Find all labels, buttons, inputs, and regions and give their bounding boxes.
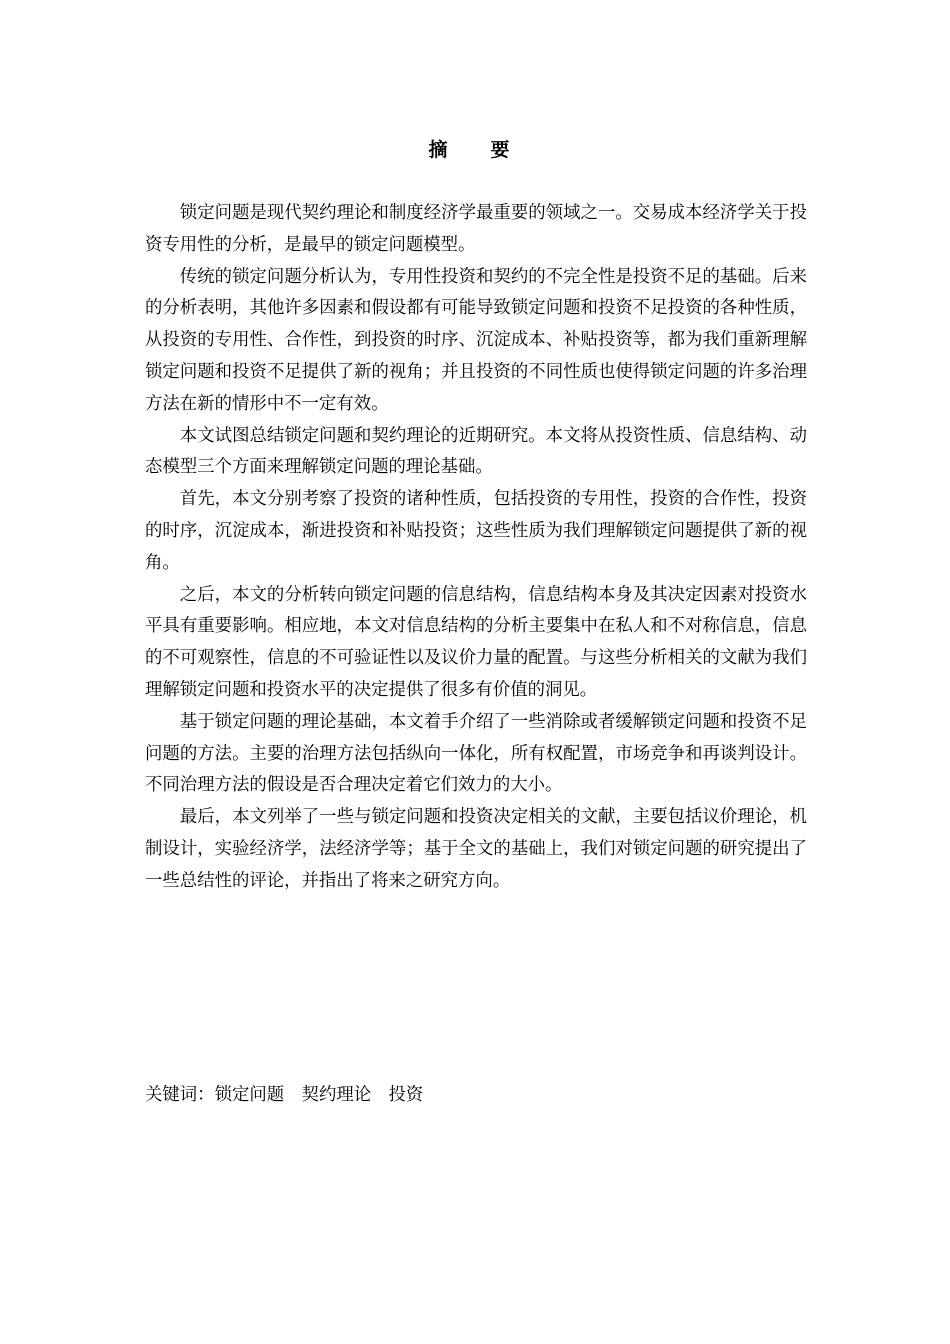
- abstract-paragraph-5: 之后，本文的分析转向锁定问题的信息结构，信息结构本身及其决定因素对投资水平具有重要影响。相应地，本文对信息结构的分析主要集中在私人和不对称信息，信息的不可观察性，信息的不可验证性以及议价力量的配置。与这些分析相关的文献为我们理解锁定问题和投资水平的决定提供了很多有价值的洞见。: [145, 584, 807, 700]
- abstract-paragraph-2: 传统的锁定问题分析认为，专用性投资和契约的不完全性是投资不足的基础。后来的分析表明，其他许多因素和假设都有可能导致锁定问题和投资不足投资的各种性质，从投资的专用性、合作性，到投资的时序、沉淀成本、补贴投资等，都为我们重新理解锁定问题和投资不足提供了新的视角；并且投资的不同性质也使得锁定问题的许多治理方法在新的情形中不一定有效。: [145, 266, 807, 414]
- keyword-item: 契约理论: [301, 1085, 372, 1105]
- abstract-paragraph-4: 首先，本文分别考察了投资的诸种性质，包括投资的专用性，投资的合作性，投资的时序，沉淀成本，渐进投资和补贴投资；这些性质为我们理解锁定问题提供了新的视角。: [145, 489, 807, 573]
- keywords-line: [145, 1080, 807, 1112]
- abstract-paragraph-7: 最后，本文列举了一些与锁定问题和投资决定相关的文献，主要包括议价理论，机制设计，实验经济学，法经济学等；基于全文的基础上，我们对锁定问题的研究提出了一些总结性的评论，并指出了将来之研究方向。: [145, 807, 807, 891]
- keyword-item: 投资: [388, 1085, 424, 1105]
- abstract-body: [145, 198, 807, 898]
- abstract-paragraph-1: 锁定问题是现代契约理论和制度经济学最重要的领域之一。交易成本经济学关于投资专用性的分析，是最早的锁定问题模型。: [145, 203, 807, 255]
- keyword-item: 锁定问题: [214, 1085, 285, 1105]
- keywords-label: 关键词：: [145, 1085, 215, 1105]
- abstract-paragraph-3: 本文试图总结锁定问题和契约理论的近期研究。本文将从投资性质、信息结构、动态模型三个方面来理解锁定问题的理论基础。: [145, 425, 807, 478]
- abstract-title: 摘 要: [428, 139, 522, 161]
- abstract-paragraph-6: 基于锁定问题的理论基础，本文着手介绍了一些消除或者缓解锁定问题和投资不足问题的方法。主要的治理方法包括纵向一体化，所有权配置，市场竞争和再谈判设计。不同治理方法的假设是否合理决定着它们效力的大小。: [145, 711, 807, 796]
